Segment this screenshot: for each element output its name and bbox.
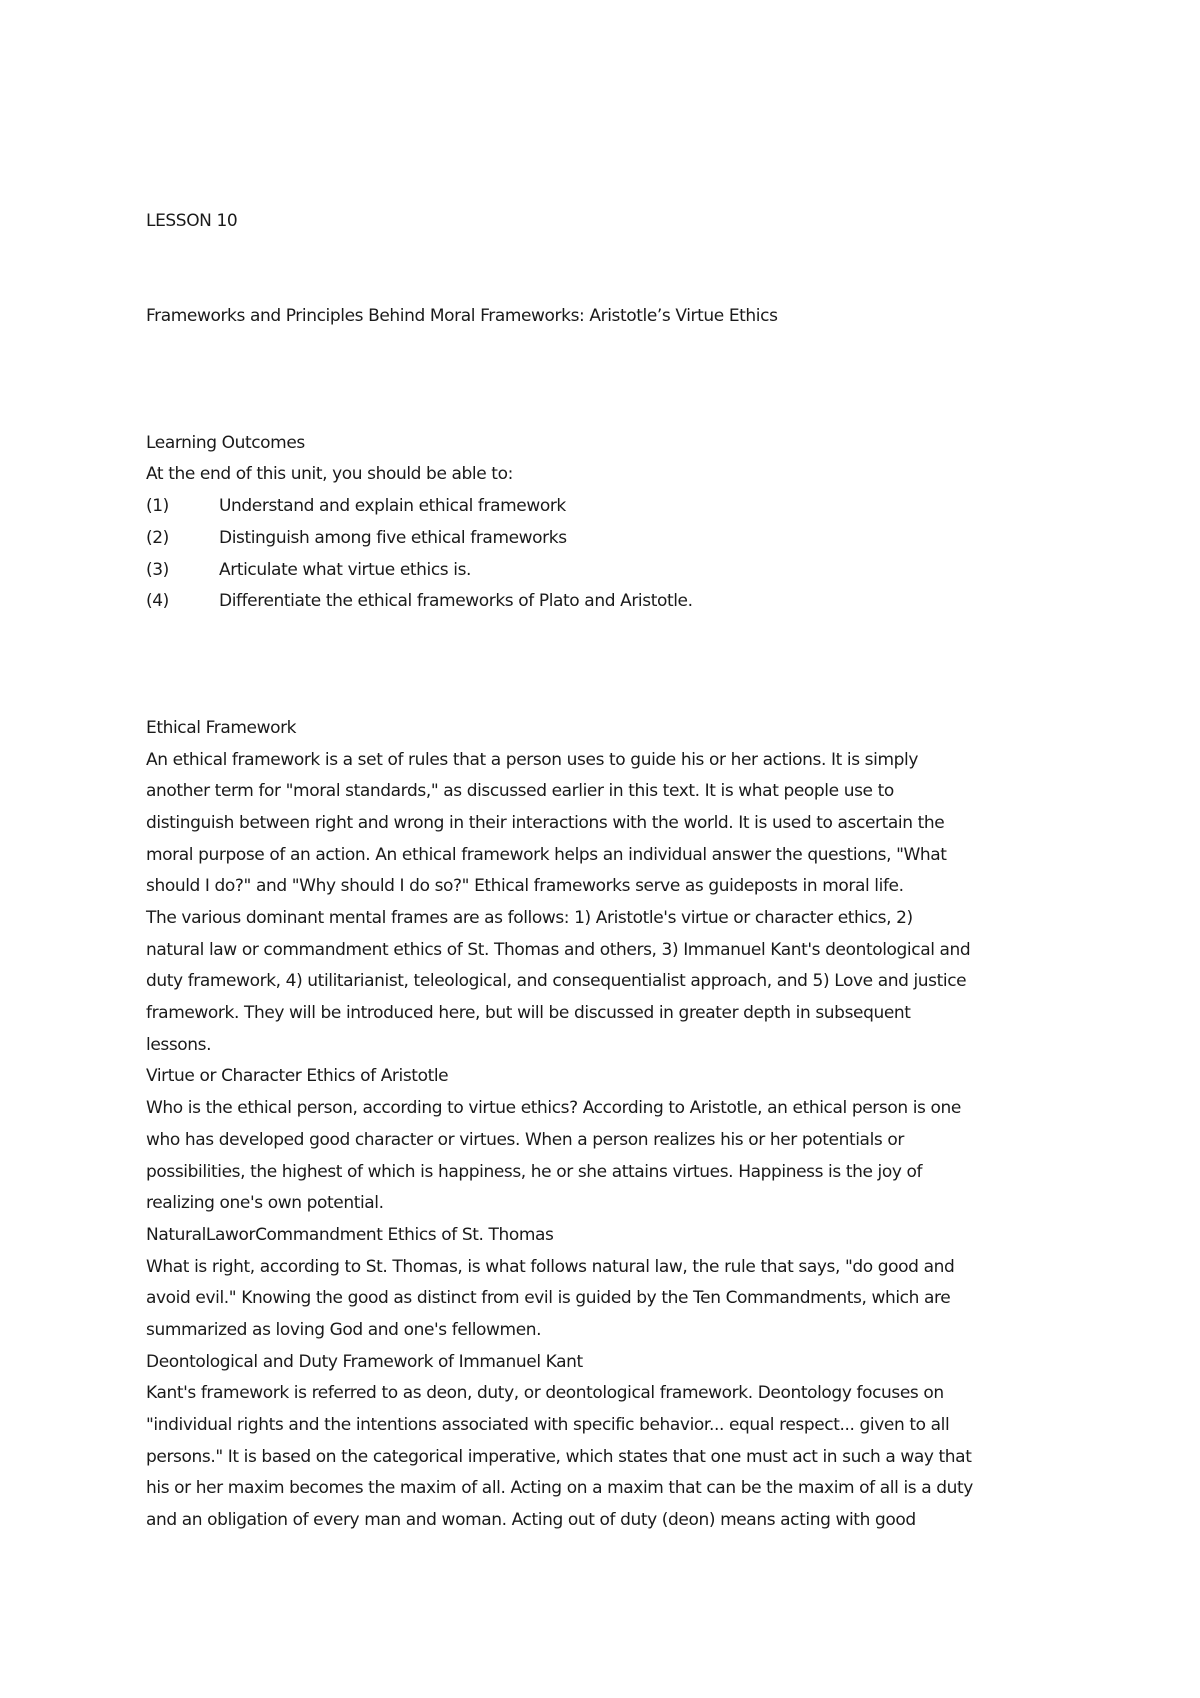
spacer: [146, 618, 1076, 713]
body-line: lessons.: [146, 1034, 212, 1055]
outcome-number: (1): [146, 496, 169, 517]
learning-outcomes-heading: Learning Outcomes: [146, 432, 305, 453]
body-line: natural law or commandment ethics of St. Thomas and others, 3) Immanuel Kant's deontological and: [146, 939, 971, 960]
outcome-text: Understand and explain ethical framework: [219, 496, 566, 517]
body-line: who has developed good character or virtues. When a person realizes his or her potentials or: [146, 1129, 904, 1150]
learning-outcomes-intro: At the end of this unit, you should be able to:: [146, 464, 513, 485]
body-line: his or her maxim becomes the maxim of all. Acting on a maxim that can be the maxim of all is a duty: [146, 1478, 973, 1499]
outcome-text: Articulate what virtue ethics is.: [219, 559, 472, 580]
document-title: Frameworks and Principles Behind Moral Frameworks: Aristotle’s Virtue Ethics: [146, 306, 778, 327]
body-line: distinguish between right and wrong in their interactions with the world. It is used to ascertain the: [146, 812, 945, 833]
body-line: moral purpose of an action. An ethical framework helps an individual answer the questions, "What: [146, 844, 947, 865]
body-line: persons." It is based on the categorical imperative, which states that one must act in such a way that: [146, 1446, 972, 1467]
outcome-item: [146, 555, 1076, 587]
document-content: [146, 206, 1076, 1537]
section-heading-natural-law: NaturalLaworCommandment Ethics of St. Thomas: [146, 1224, 554, 1245]
spacer: [146, 333, 1076, 428]
outcome-item: [146, 586, 1076, 618]
body-line: should I do?" and "Why should I do so?" Ethical frameworks serve as guideposts in moral life.: [146, 876, 904, 897]
body-line: framework. They will be introduced here, but will be discussed in greater depth in subsequent: [146, 1003, 911, 1024]
outcome-text: Differentiate the ethical frameworks of Plato and Aristotle.: [219, 591, 693, 612]
body-line: realizing one's own potential.: [146, 1193, 384, 1214]
body-line: avoid evil." Knowing the good as distinct from evil is guided by the Ten Commandments, which are: [146, 1288, 951, 1309]
outcome-number: (4): [146, 591, 169, 612]
section-heading-deontological: Deontological and Duty Framework of Immanuel Kant: [146, 1351, 583, 1372]
body-line: Kant's framework is referred to as deon, duty, or deontological framework. Deontology focuses on: [146, 1383, 944, 1404]
body-line: "individual rights and the intentions associated with specific behavior... equal respect... given to all: [146, 1415, 950, 1436]
outcome-number: (3): [146, 559, 169, 580]
body-line: An ethical framework is a set of rules that a person uses to guide his or her actions. It is simply: [146, 749, 919, 770]
outcome-item: [146, 491, 1076, 523]
lesson-label: LESSON 10: [146, 211, 238, 231]
body-line: possibilities, the highest of which is happiness, he or she attains virtues. Happiness is the joy of: [146, 1161, 923, 1182]
body-line: summarized as loving God and one's fellowmen.: [146, 1319, 542, 1340]
body-line: What is right, according to St. Thomas, is what follows natural law, the rule that says, "do good and: [146, 1256, 955, 1277]
outcome-text: Distinguish among five ethical frameworks: [219, 527, 567, 548]
body-line: duty framework, 4) utilitarianist, teleological, and consequentialist approach, and 5) Love and justice: [146, 971, 967, 992]
body-line: Who is the ethical person, according to virtue ethics? According to Aristotle, an ethical person is one: [146, 1098, 961, 1119]
body-line: and an obligation of every man and woman. Acting out of duty (deon) means acting with good: [146, 1510, 916, 1531]
outcome-item: [146, 523, 1076, 555]
spacer: [146, 238, 1076, 301]
section-heading-virtue-ethics: Virtue or Character Ethics of Aristotle: [146, 1066, 449, 1087]
section-heading-ethical-framework: Ethical Framework: [146, 717, 297, 738]
body-line: The various dominant mental frames are as follows: 1) Aristotle's virtue or character ethics, 2): [146, 908, 913, 929]
body-line: another term for "moral standards," as discussed earlier in this text. It is what people use to: [146, 781, 894, 802]
outcome-number: (2): [146, 527, 169, 548]
